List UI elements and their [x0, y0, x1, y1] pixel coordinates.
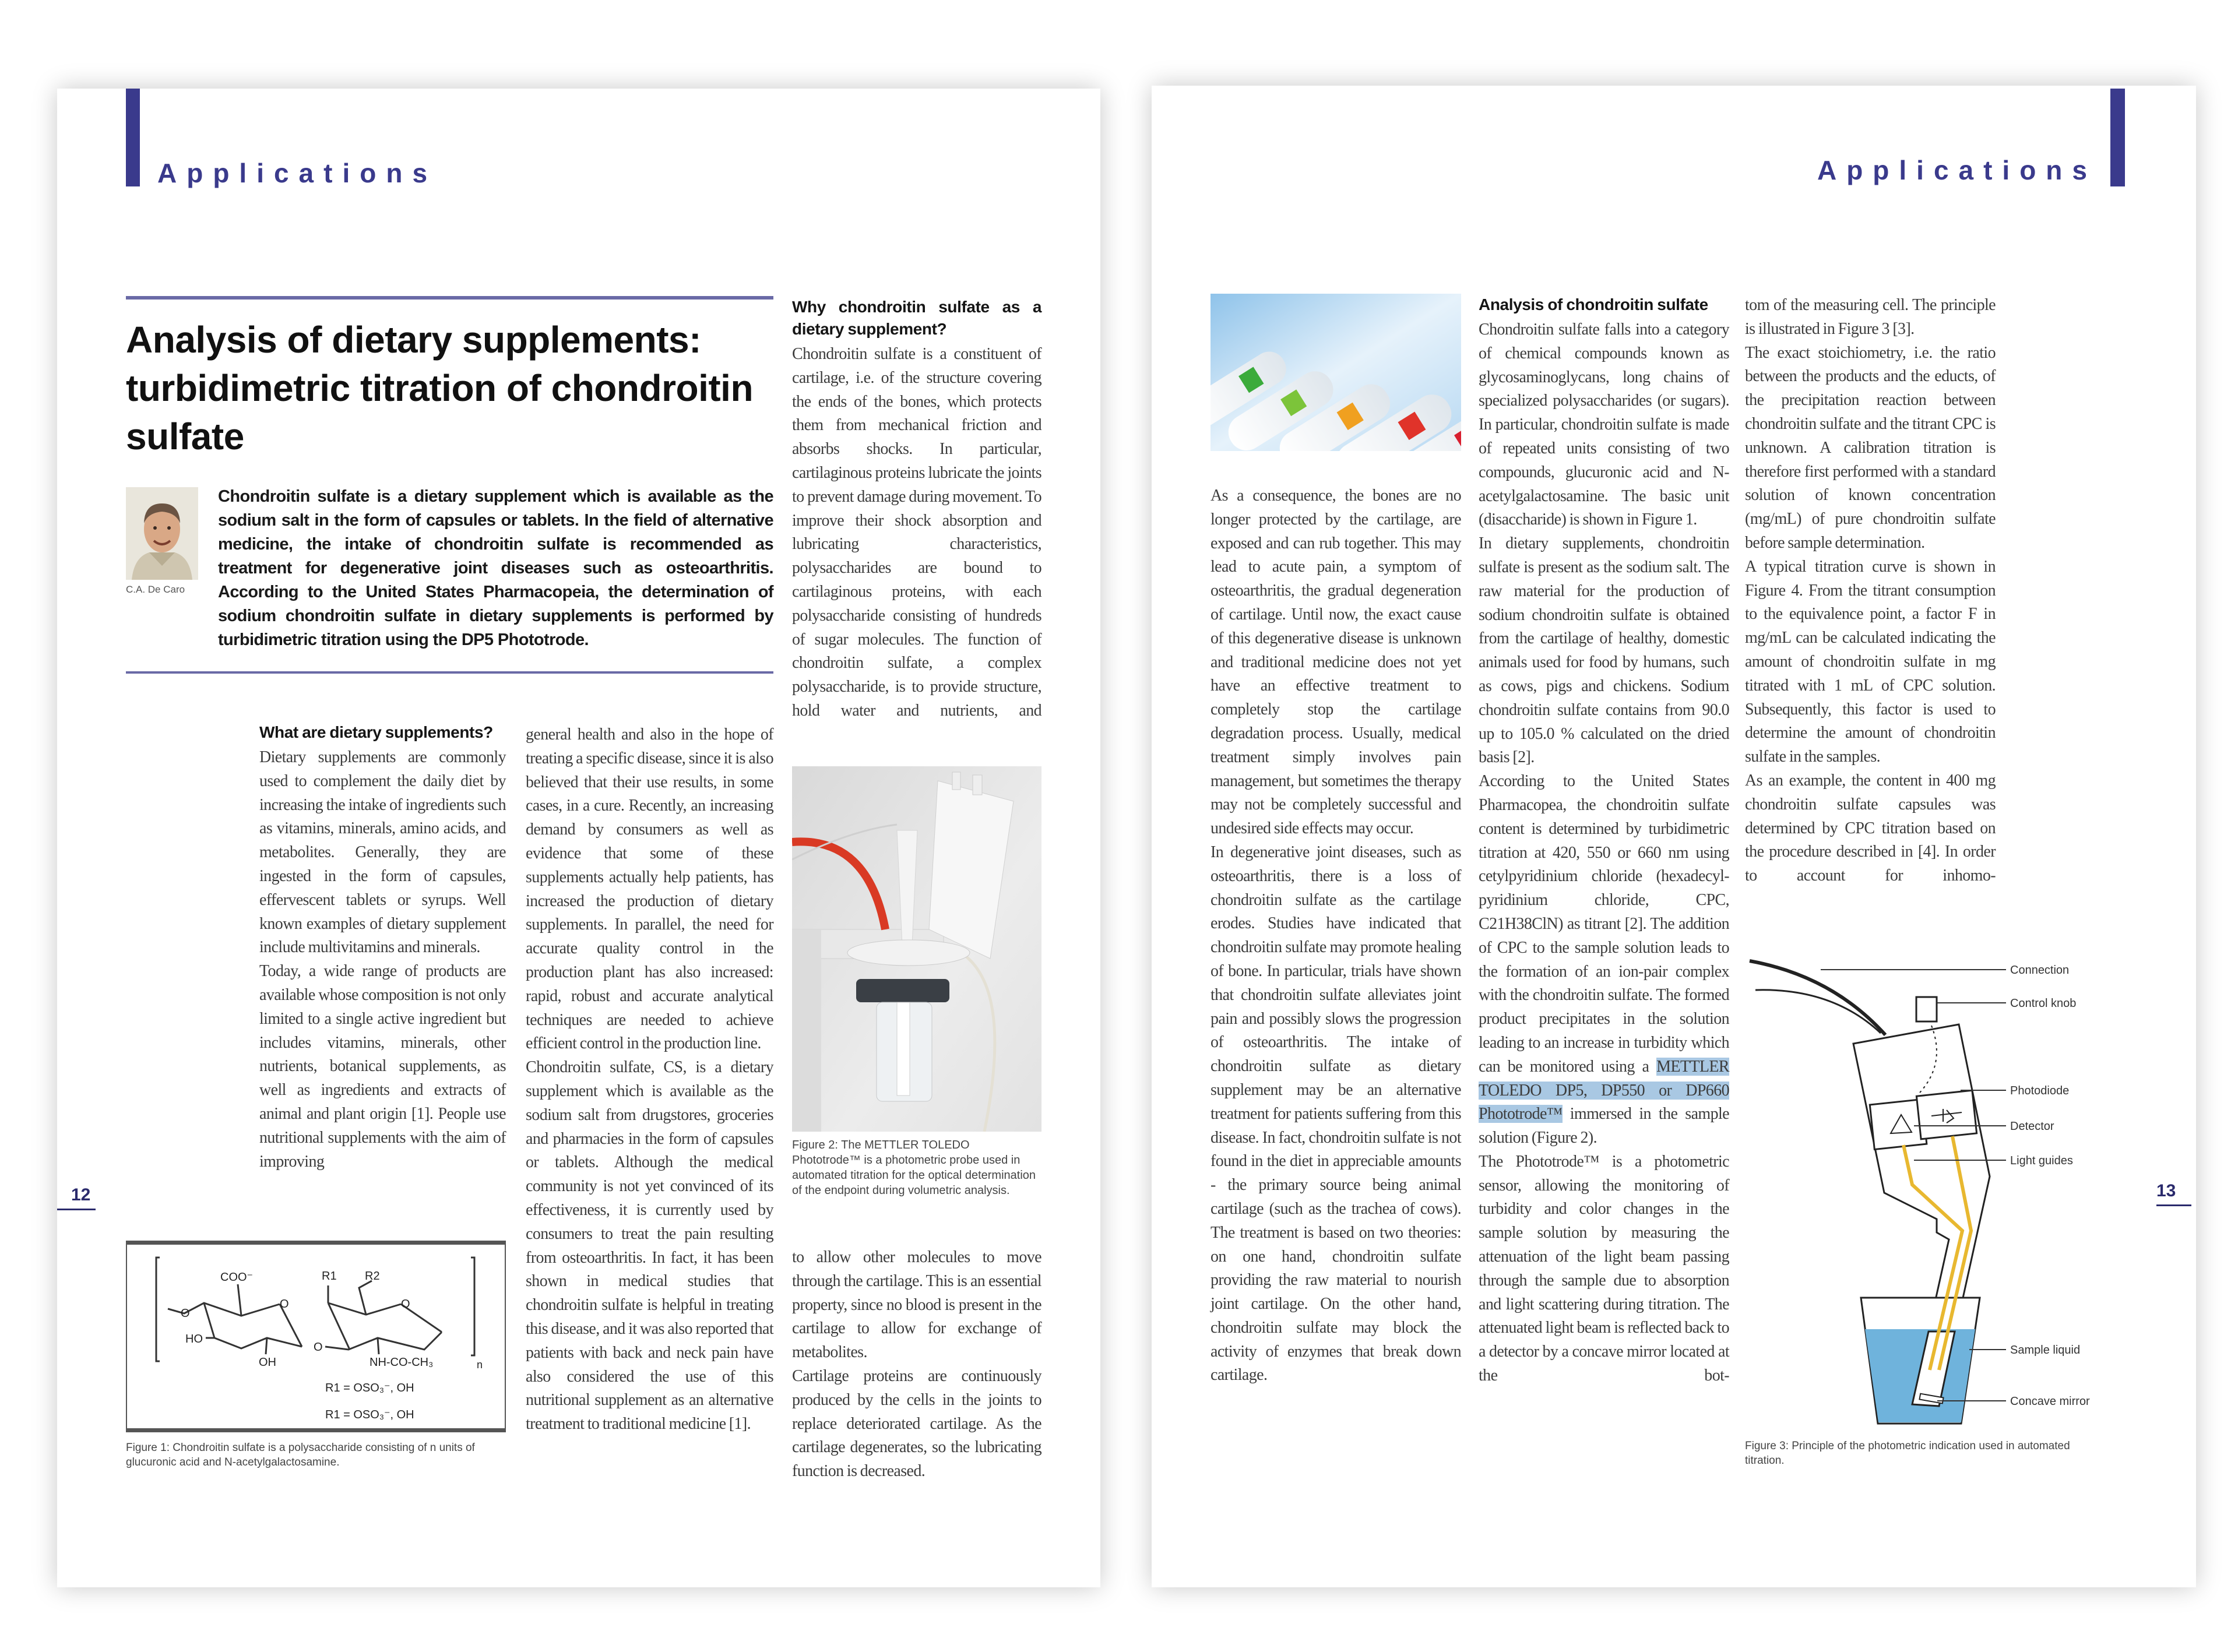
- page-number: 12: [71, 1185, 91, 1204]
- paragraph: Chondroitin sulfate falls into a category of chemical compounds known as glycosaminoglycans, long chains of specialized polysaccharides (or sugars). In particular, chondroitin sulfate is made of repeated units consisting of two compounds, glucuronic acid and N-acetylgalactosamine. The basic unit (disaccharide) is shown in Figure 1.: [1479, 320, 1729, 529]
- figure-3-phototrode-diagram: [1745, 953, 2118, 1436]
- highlighted-text-selection[interactable]: METTLER TOLEDO DP5, DP550 or DP660 Phototrode™: [1479, 1057, 1729, 1123]
- hydroxyl-bottom-label: OH: [259, 1356, 276, 1369]
- section-header: Applications: [157, 158, 438, 188]
- article-abstract: Chondroitin sulfate is a dietary supplement which is available as the sodium salt in the form of capsules or tablets. In the field of alternative medicine, the intake of chondroitin sulfate is recommended as treatment for degenerative joint diseases such as osteoarthritis. According to the United States Pharmacopeia, the determination of sodium chondroitin sulfate in dietary supplements is performed by turbidimetric titration using the DP5 Phototrode.: [218, 487, 773, 649]
- left-page: [57, 89, 1100, 1587]
- carboxylate-label: COO⁻: [220, 1271, 254, 1284]
- paragraph: Chondroitin sulfate is a constituent of cartilage, i.e. of the structure covering the ends of the bones, which protects them from mechanical friction and absorbs shocks. In particular, cartilaginous proteins lubricate the joints to prevent damage during movement. To improve their shock absorption and lubricating characteristics, polysaccharides are bound to cartilaginous proteins, with each polysaccharide consisting of hundreds of sugar molecules. The function of chondroitin sulfate, a complex polysaccharide, is to provide structure, hold water and nutrients, and: [792, 345, 1041, 720]
- left-bracket: [156, 1258, 160, 1361]
- title-line: turbidimetric titration of chondroitin: [126, 367, 754, 409]
- paragraph: to allow other molecules to move through the cartilage. This is an essential property, since no blood is present in the cartilage to allow for exchange of metabolites.: [792, 1248, 1041, 1362]
- paragraph: In dietary supplements, chondroitin sulfate is present as the sodium salt. The raw material for the production of sodium chondroitin sulfate is obtained from the cartilage of healthy, domestic animals used for food by humans, such as cows, pigs and chickens. Sodium chondroitin sulfate contains from 90.0 up to 105.0 % calculated on the dried basis [2].: [1479, 534, 1729, 767]
- figure-1-caption: Figure 1: Chondroitin sulfate is a polysaccharide consisting of n units of glucuronic acid and N-acetylgalactosamine.: [126, 1442, 475, 1468]
- column-2: [526, 723, 773, 1436]
- page-number-rule: [57, 1209, 96, 1210]
- paragraph: Dietary supplements are commonly used to complement the daily diet by increasing the intake of ingredients such as vitamins, minerals, amino acids, and metabolites. Generally, they are ingested in the form of capsules, effervescent tablets or syrups. Well known examples of dietary supplement include multivitamins and minerals.: [259, 748, 506, 957]
- author-photo: [126, 487, 198, 580]
- ring-oxygen-label: O: [280, 1298, 289, 1311]
- label-sample-liquid: Sample liquid: [2010, 1344, 2081, 1357]
- paragraph: Cartilage proteins are continuously produced by the cells in the joints to replace deteriorated cartilage. As the cartilage degenerates, so the lubricating function is decreased.: [792, 1366, 1041, 1481]
- section-heading: Analysis of chondroitin sulfate: [1479, 295, 1708, 314]
- glycosidic-oxygen-label: O: [181, 1307, 190, 1320]
- header-accent-bar: [126, 89, 140, 186]
- column-a: [1211, 484, 1461, 1387]
- paragraph: tom of the measuring cell. The principle is illustrated in Figure 3 [3].: [1745, 296, 1996, 338]
- ring-oxygen-label: O: [401, 1298, 410, 1311]
- article-title: [126, 316, 790, 461]
- label-photodiode: Photodiode: [2010, 1084, 2070, 1097]
- paragraph: As a consequence, the bones are no longer protected by the cartilage, are exposed and can rub together. This may lead to acute pain, a symptom of osteoarthritis, the gradual degeneration of cartilage. Until now, the exact cause of this degenerative disease is unknown and traditional medicine does not yet have an effective treatment to completely stop the cartilage degradation process. Usually, medical treatment simply involves pain management, but sometimes the therapy may not be completely successful and undesired side effects may occur.: [1211, 487, 1461, 838]
- paragraph: In degenerative joint diseases, such as osteoarthritis, there is a loss of chondroitin sulfate as the cartilage erodes. Studies have indicated that chondroitin sulfate may promote healing of bone. In particular, trials have shown that chondroitin sulfate alleviates joint pain and possibly slows the progression of osteoarthritis. The intake of chondroitin sulfate as dietary supplement may be an alternative treatment for patients suffering from this disease. In fact, chondroitin sulfate is not found in the diet in appreciable amounts - the primary source being animal cartilage (such as the trachea of cows). The treatment is based on two theories: on one hand, chondroitin sulfate providing the raw material to nourish joint cartilage. On the other hand, chondroitin sulfate may block the activity of enzymes that break down cartilage.: [1211, 843, 1461, 1385]
- paragraph: Today, a wide range of products are available whose composition is not only limited to a single active ingredient but includes vitamins, minerals, other nutrients, botanical supplements, as well as ingredients and extracts of animal and plant origin [1]. People use nutritional supplements with the aim of improving: [259, 962, 506, 1171]
- right-page: [1152, 86, 2196, 1587]
- column-b: [1479, 294, 1729, 1388]
- column-3-bottom: [792, 1246, 1041, 1484]
- label-connection: Connection: [2010, 964, 2070, 977]
- section-heading: What are dietary supplements?: [259, 723, 493, 741]
- paragraph: [1479, 770, 1729, 1150]
- column-c: [1745, 294, 1996, 888]
- hydroxyl-left-label: HO: [185, 1333, 203, 1345]
- r2-label: R2: [365, 1270, 380, 1283]
- repeat-unit-label: n: [477, 1359, 483, 1371]
- figure-1-structure-box: [126, 1241, 506, 1432]
- label-control-knob: Control knob: [2010, 997, 2077, 1010]
- header-accent-bar: [2110, 89, 2125, 186]
- page-number-rule: [2156, 1204, 2191, 1206]
- control-knob: [1916, 997, 1937, 1022]
- r2-definition: R1 = OSO₃⁻, OH: [325, 1408, 414, 1421]
- column-3-top: [792, 296, 1041, 723]
- paragraph: The exact stoichiometry, i.e. the ratio between the products and the educts, of the precipitation reaction between chondroitin sulfate and the titrant CPC is unknown. A calibration titration is therefore first performed with a standard solution of known concentration (mg/mL) of pure chondroitin sulfate before sample determination.: [1745, 343, 1996, 552]
- title-line: Analysis of dietary supplements:: [126, 319, 701, 361]
- figure-2-phototrode-photo: [792, 766, 1041, 1132]
- section-header: Applications: [1817, 155, 2097, 185]
- paragraph-text: immersed in the sample solution (Figure 2).: [1479, 1105, 1729, 1147]
- paragraph: As an example, the content in 400 mg chondroitin sulfate capsules was determined by CPC titration based on the procedure described in [4]. In order to account for inhomo-: [1745, 771, 1996, 885]
- title-line: sulfate: [126, 415, 244, 457]
- paragraph: The Phototrode™ is a photometric sensor, allowing the monitoring of turbidity and color changes in the sample solution by measuring the attenuation of the light beam passing through the sample due to absorption and light scattering during titration. The attenuated light beam is reflected back to a detector by a concave mirror located at the bot-: [1479, 1152, 1729, 1385]
- figure-2-caption: Figure 2: The METTLER TOLEDO Phototrode™ is a photometric probe used in automated titration for the optical determination of the endpoint during volumetric analysis.: [792, 1139, 1036, 1197]
- r1-definition: R1 = OSO₃⁻, OH: [325, 1382, 414, 1394]
- paragraph: A typical titration curve is shown in Figure 4. From the titrant consumption to the equivalence point, a factor F in mg/mL can be calculated indicating the amount of chondroitin sulfate in mg titrated with 1 mL of CPC solution. Subsequently, this factor is used to determine the amount of chondroitin sulfate in the samples.: [1745, 557, 1996, 766]
- figure-3-caption: Figure 3: Principle of the photometric indication used in automated titration.: [1745, 1440, 2070, 1467]
- title-top-rule: [126, 296, 773, 300]
- label-concave-mirror: Concave mirror: [2010, 1395, 2090, 1408]
- abstract-bottom-rule: [126, 671, 773, 674]
- chondroitin-structure-diagram: [127, 1245, 505, 1428]
- page-number: 13: [2156, 1181, 2176, 1200]
- label-light-guides: Light guides: [2010, 1154, 2073, 1167]
- section-heading: Why chondroitin sulfate as a dietary supplement?: [792, 298, 1041, 338]
- column-1: [259, 721, 506, 1174]
- capsules-photo: [1211, 294, 1461, 451]
- paragraph: general health and also in the hope of treating a specific disease, since it is also believed that their use results, in some cases, in a cure. Recently, an increasing demand by consumers as well as evidence that some of these supplements actually help patients, has increased the production of dietary supplements. In parallel, the need for accurate quality control in the production plant has also increased: rapid, robust and accurate analytical techniques are needed to achieve efficient control in the production line.: [526, 725, 773, 1053]
- bridge-oxygen-label: O: [314, 1341, 323, 1354]
- paragraph-text: According to the United States Pharmacopea, the chondroitin sulfate content is determined by turbidimetric titration at 420, 550 or 660 nm using cetylpyridinium chloride (hexadecyl-pyridinium chloride, CPC, C21H38ClN) as titrant [2]. The addition of CPC to the sample solution leads to the formation of an ion-pair complex with the chondroitin sulfate. The formed product precipitates in the solution leading to an increase in turbidity which can be monitored using a: [1479, 772, 1729, 1076]
- label-detector: Detector: [2010, 1120, 2054, 1133]
- right-bracket: [471, 1258, 474, 1355]
- r1-label: R1: [322, 1270, 337, 1283]
- paragraph: Chondroitin sulfate, CS, is a dietary supplement which is available as the sodium salt from drugstores, groceries and pharmacies in the form of capsules or tablets. Although the medical community is not yet convinced of its effectiveness, it is currently used by consumers to treat the pain resulting from osteoarthritis. In fact, it has been shown in medical studies that chondroitin sulfate is helpful in treating this disease, and it was also reported that patients with back and neck pain have also considered the use of this nutritional supplement as an alternative treatment to traditional medicine [1].: [526, 1058, 773, 1433]
- amide-label: NH-CO-CH₃: [370, 1356, 434, 1369]
- author-name: C.A. De Caro: [126, 584, 185, 595]
